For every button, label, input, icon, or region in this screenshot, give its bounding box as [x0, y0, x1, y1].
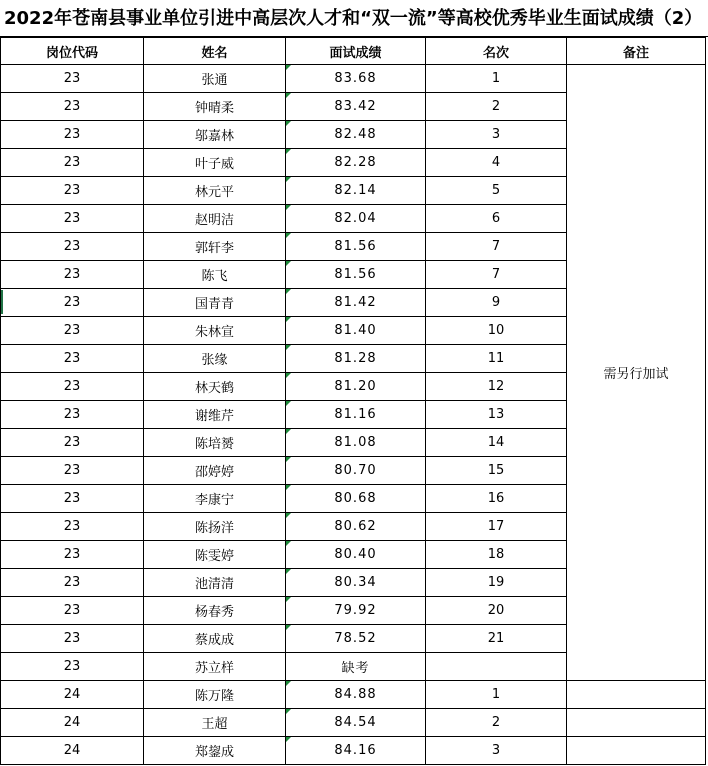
cell-name[interactable]: 陈雯婷 — [144, 541, 286, 569]
cell-score[interactable]: 81.56 — [286, 233, 426, 261]
cell-score[interactable]: 80.62 — [286, 513, 426, 541]
cell-rank[interactable]: 6 — [426, 205, 567, 233]
cell-score[interactable]: 81.28 — [286, 345, 426, 373]
table-row — [1, 737, 706, 765]
cell-code[interactable]: 23 — [1, 485, 144, 513]
cell-score[interactable]: 83.42 — [286, 93, 426, 121]
sheet-title: 2022年苍南县事业单位引进中高层次人才和“双一流”等高校优秀毕业生面试成绩（2） — [0, 0, 708, 37]
cell-code[interactable]: 23 — [1, 373, 144, 401]
cell-score[interactable]: 83.68 — [286, 65, 426, 93]
cell-code[interactable]: 23 — [1, 541, 144, 569]
cell-score[interactable]: 82.48 — [286, 121, 426, 149]
cell-name[interactable]: 陈飞 — [144, 261, 286, 289]
cell-name[interactable]: 陈扬洋 — [144, 513, 286, 541]
cell-score[interactable]: 84.88 — [286, 681, 426, 709]
cell-name[interactable]: 张通 — [144, 65, 286, 93]
cell-name[interactable]: 郭轩李 — [144, 233, 286, 261]
cell-name[interactable]: 国青青 — [144, 289, 286, 317]
cell-code[interactable]: 23 — [1, 597, 144, 625]
cell-code[interactable]: 23 — [1, 149, 144, 177]
cell-code[interactable]: 23 — [1, 261, 144, 289]
cell-rank[interactable]: 21 — [426, 625, 567, 653]
cell-score[interactable]: 82.14 — [286, 177, 426, 205]
cell-rank[interactable]: 5 — [426, 177, 567, 205]
cell-code[interactable]: 23 — [1, 457, 144, 485]
cell-note[interactable] — [567, 709, 706, 737]
cell-score[interactable]: 82.28 — [286, 149, 426, 177]
cell-rank[interactable]: 4 — [426, 149, 567, 177]
cell-name[interactable]: 李康宁 — [144, 485, 286, 513]
cell-note-merged[interactable]: 需另行加试 — [567, 65, 706, 681]
cell-name[interactable]: 池清清 — [144, 569, 286, 597]
cell-score[interactable]: 81.56 — [286, 261, 426, 289]
cell-code[interactable]: 24 — [1, 737, 144, 765]
cell-code[interactable]: 23 — [1, 121, 144, 149]
cell-score[interactable]: 81.40 — [286, 317, 426, 345]
cell-rank[interactable]: 3 — [426, 121, 567, 149]
header-score[interactable]: 面试成绩 — [286, 38, 426, 65]
cell-rank[interactable]: 2 — [426, 93, 567, 121]
cell-score[interactable]: 缺考 — [286, 653, 426, 681]
cell-rank[interactable]: 11 — [426, 345, 567, 373]
cell-code[interactable]: 23 — [1, 345, 144, 373]
cell-name[interactable]: 陈培赟 — [144, 429, 286, 457]
cell-name[interactable]: 林天鹤 — [144, 373, 286, 401]
cell-code[interactable]: 23 — [1, 93, 144, 121]
cell-score[interactable]: 80.68 — [286, 485, 426, 513]
cell-rank[interactable]: 3 — [426, 737, 567, 765]
table-row — [1, 681, 706, 709]
cell-name[interactable]: 郑鋆成 — [144, 737, 286, 765]
cell-rank[interactable]: 9 — [426, 289, 567, 317]
cell-code[interactable]: 24 — [1, 709, 144, 737]
cell-name[interactable]: 邬嘉林 — [144, 121, 286, 149]
cell-code[interactable]: 23 — [1, 401, 144, 429]
cell-name[interactable]: 朱林宣 — [144, 317, 286, 345]
cell-score[interactable]: 81.20 — [286, 373, 426, 401]
cell-rank[interactable]: 18 — [426, 541, 567, 569]
cell-rank[interactable]: 20 — [426, 597, 567, 625]
cell-code[interactable]: 23 — [1, 513, 144, 541]
table-row — [1, 709, 706, 737]
cell-rank[interactable]: 13 — [426, 401, 567, 429]
cell-rank[interactable]: 10 — [426, 317, 567, 345]
cell-code[interactable]: 23 — [1, 429, 144, 457]
cell-score[interactable]: 80.34 — [286, 569, 426, 597]
header-row — [1, 38, 706, 65]
header-note[interactable]: 备注 — [567, 38, 706, 65]
cell-rank[interactable]: 7 — [426, 233, 567, 261]
cell-name[interactable]: 张缘 — [144, 345, 286, 373]
cell-score[interactable]: 78.52 — [286, 625, 426, 653]
cell-score[interactable]: 81.08 — [286, 429, 426, 457]
cell-code[interactable]: 23 — [1, 177, 144, 205]
cell-score[interactable]: 81.16 — [286, 401, 426, 429]
cell-name[interactable]: 赵明洁 — [144, 205, 286, 233]
cell-name[interactable]: 钟晴柔 — [144, 93, 286, 121]
cell-code[interactable]: 23 — [1, 653, 144, 681]
cell-code[interactable]: 23 — [1, 205, 144, 233]
cell-rank[interactable]: 1 — [426, 65, 567, 93]
results-table — [0, 37, 706, 765]
cell-rank[interactable] — [426, 653, 567, 681]
cell-name[interactable]: 苏立样 — [144, 653, 286, 681]
cell-rank[interactable]: 7 — [426, 261, 567, 289]
cell-code[interactable]: 23 — [1, 289, 144, 317]
cell-note[interactable] — [567, 737, 706, 765]
header-name[interactable]: 姓名 — [144, 38, 286, 65]
header-rank[interactable]: 名次 — [426, 38, 567, 65]
table-row — [1, 65, 706, 93]
cell-name[interactable]: 王超 — [144, 709, 286, 737]
cell-name[interactable]: 叶子威 — [144, 149, 286, 177]
cell-name[interactable]: 谢维芹 — [144, 401, 286, 429]
cell-name[interactable]: 蔡成成 — [144, 625, 286, 653]
cell-code[interactable]: 24 — [1, 681, 144, 709]
cell-code[interactable]: 23 — [1, 569, 144, 597]
cell-rank[interactable]: 17 — [426, 513, 567, 541]
header-code[interactable]: 岗位代码 — [1, 38, 144, 65]
cell-name[interactable]: 林元平 — [144, 177, 286, 205]
cell-rank[interactable]: 15 — [426, 457, 567, 485]
cell-rank[interactable]: 19 — [426, 569, 567, 597]
cell-code[interactable]: 23 — [1, 65, 144, 93]
cell-code[interactable]: 23 — [1, 317, 144, 345]
cell-rank[interactable]: 2 — [426, 709, 567, 737]
cell-code[interactable]: 23 — [1, 233, 144, 261]
cell-score[interactable]: 79.92 — [286, 597, 426, 625]
cell-score[interactable]: 80.70 — [286, 457, 426, 485]
cell-score[interactable]: 80.40 — [286, 541, 426, 569]
cell-score[interactable]: 82.04 — [286, 205, 426, 233]
cell-rank[interactable]: 1 — [426, 681, 567, 709]
cell-score[interactable]: 84.54 — [286, 709, 426, 737]
cell-note[interactable] — [567, 681, 706, 709]
cell-rank[interactable]: 14 — [426, 429, 567, 457]
cell-code[interactable]: 23 — [1, 625, 144, 653]
cell-name[interactable]: 杨春秀 — [144, 597, 286, 625]
cell-score[interactable]: 81.42 — [286, 289, 426, 317]
cell-rank[interactable]: 12 — [426, 373, 567, 401]
cell-name[interactable]: 陈万隆 — [144, 681, 286, 709]
cell-name[interactable]: 邵婷婷 — [144, 457, 286, 485]
cell-rank[interactable]: 16 — [426, 485, 567, 513]
cell-score[interactable]: 84.16 — [286, 737, 426, 765]
